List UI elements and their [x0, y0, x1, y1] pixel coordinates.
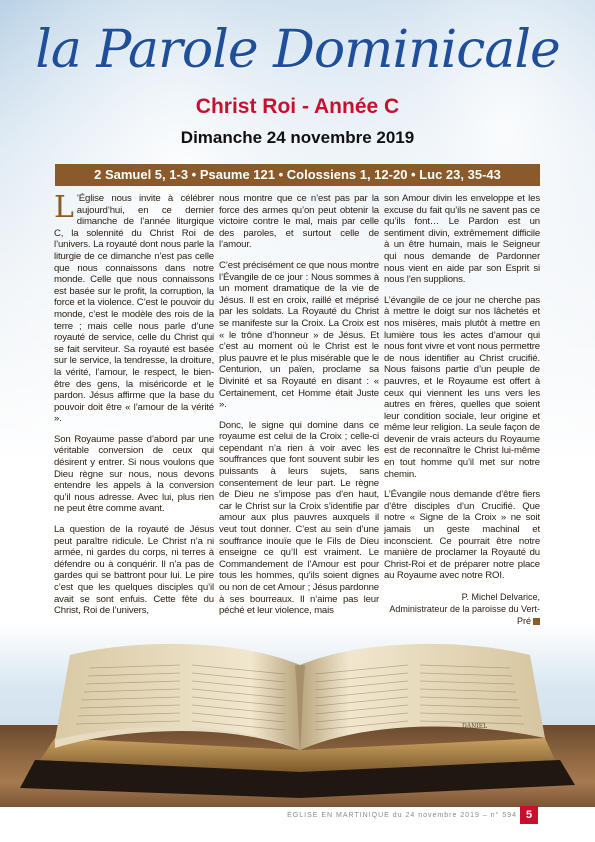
- article-paragraph: Donc, le signe qui domine dans ce royaume est celui de la Croix ; celle-ci cependant n’a rien à voir avec les souffrances que font souvent subir les puissants à leurs sujets, sans consentement de leur part. Le règne de Dieu ne s’impose pas d’en haut, car le Christ sur la Croix s’identifie par amour aux plus pauvres auxquels il veut tout donner. C’est au sein d’une souffrance inouïe que le Fils de Dieu enseigne ce qu’Il est vraiment. Le Commandement de l’Amour est pour tous les hommes, qu’ils soient dignes ou non de cet Amour ; Jésus pardonne à ses bourreaux. Il n’aime pas leur péché et leur violence, mais: [219, 419, 379, 617]
- masthead-title: la Parole Dominicale: [35, 20, 560, 80]
- page-number-badge: 5: [520, 806, 538, 824]
- author-name: P. Michel Delvarice,: [461, 592, 540, 602]
- article-paragraph: L’Évangile nous demande d’être fiers d’être disciples d’un Crucifié. Que notre « Signe de la Croix » ne soit jamais un geste machinal et inconscient. Ce pourrait être notre manière de proclamer la Royauté du Christ-Roi et de préparer notre place au Royaume avec notre ROI.: [384, 489, 540, 582]
- article-column-2: [219, 193, 379, 626]
- article-paragraph: C’est précisément ce que nous montre l’Évangile de ce jour : Nous sommes à un moment dramatique de la vie de Jésus. Il est en croix, raillé et méprisé par les soldats. La Royauté du Christ se manifeste sur la Croix. La Croix est « le trône d’honneur » de Jésus. Et c’est au moment où le Christ est le plus pauvre et le plus misérable que le Centurion, un païen, proclame sa Divinité et sa Royauté en disant : « Certainement, cet Homme était Juste ».: [219, 259, 379, 411]
- article-paragraph: son Amour divin les enveloppe et les excuse du fait qu’ils ne savent pas ce qu’ils font… Le Pardon est un sentiment divin, extrêmement difficile à un être humain, mais le Seigneur qui nous demande de Pardonner nous vient en aide par son Esprit si nous l’en supplions.: [384, 193, 540, 286]
- feast-subtitle: Christ Roi - Année C: [195, 95, 400, 118]
- open-bible-illustration: [0, 610, 595, 810]
- readings-bar: 2 Samuel 5, 1-3 • Psaume 121 • Colossiens 1, 12-20 • Luc 23, 35-43: [55, 164, 540, 186]
- footer-publication-line: ÉGLISE EN MARTINIQUE du 24 novembre 2019 – n° 594: [287, 812, 517, 819]
- article-paragraph: L’évangile de ce jour ne cherche pas à mettre le doigt sur nos lâchetés et nos misères, mais plutôt à mettre en lumière tous les actes d’amour qui nous font vivre et vont nous permettre de nous identifier au Christ crucifié. Nous faisons partie d’un peuple de pauvres, et le Royaume est offert à ceux qui viennent les uns vers les autres en frères, quelles que soient leur condition sociale, leur origine et même leur religion. La seule façon de devenir de vrais acteurs du Royaume est de reconnaître le Christ lui-même en tout homme qu’il met sur notre chemin.: [384, 294, 540, 480]
- drop-cap: L: [54, 190, 74, 225]
- article-paragraph: [54, 190, 214, 425]
- article-column-1: [54, 190, 214, 626]
- article-paragraph: Son Royaume passe d’abord par une véritable conversion de ceux qui désirent y entrer. Si nous voulons que Dieu règne sur nous, nous devons entendre les appels à la conversion qu’il nous adresse. Avec lui, plus rien ne peut être comme avant.: [54, 433, 214, 515]
- article-paragraph: La question de la royauté de Jésus peut paraître ridicule. Le Christ n’a ni armée, ni gardes du corps, ni terres à défendre ou à conquérir. Il n’a pas de gardes qui se battront pour lui. Le pire c’est que les quelques disciples qu’il avait se sont enfuis. Cette fête du Christ, Roi de l’univers,: [54, 524, 214, 617]
- author-role-text: Administrateur de la paroisse du Vert-Pré: [389, 604, 540, 626]
- article-paragraph: nous montre que ce n’est pas par la force des armes qu’on peut obtenir la victoire contre le mal, mais par celle des paroles, et surtout celle de l’amour.: [219, 193, 379, 251]
- article-column-3: [384, 193, 540, 627]
- paragraph-text: ’Église nous invite à célébrer aujourd’hui, en ce dernier dimanche de l’année liturgique C, la solennité du Christ Roi de l’univers. La royauté dont nous parle la liturgie de ce dimanche n’est pas celle que nous connaissons dans notre monde. Celle que nous connaissons est basée sur le profit, la corruption, la force et la violence. C’est le pouvoir du monde, c’est le modèle des rois de la terre ; mais celle nous parle d’une royauté de service, celle du Christ qui se fait serviteur. Sa royauté est basée sur le service, la tendresse, la droiture, la vérité, l’amour, le respect, le bien-être des gens, la miséricorde et le pardon. Jésus affirme que la base du pouvoir doit être « l’amour de la vérité ».: [54, 193, 214, 425]
- sunday-date: Dimanche 24 novembre 2019: [180, 128, 415, 147]
- bible-page-heading: DANIEL: [462, 723, 488, 730]
